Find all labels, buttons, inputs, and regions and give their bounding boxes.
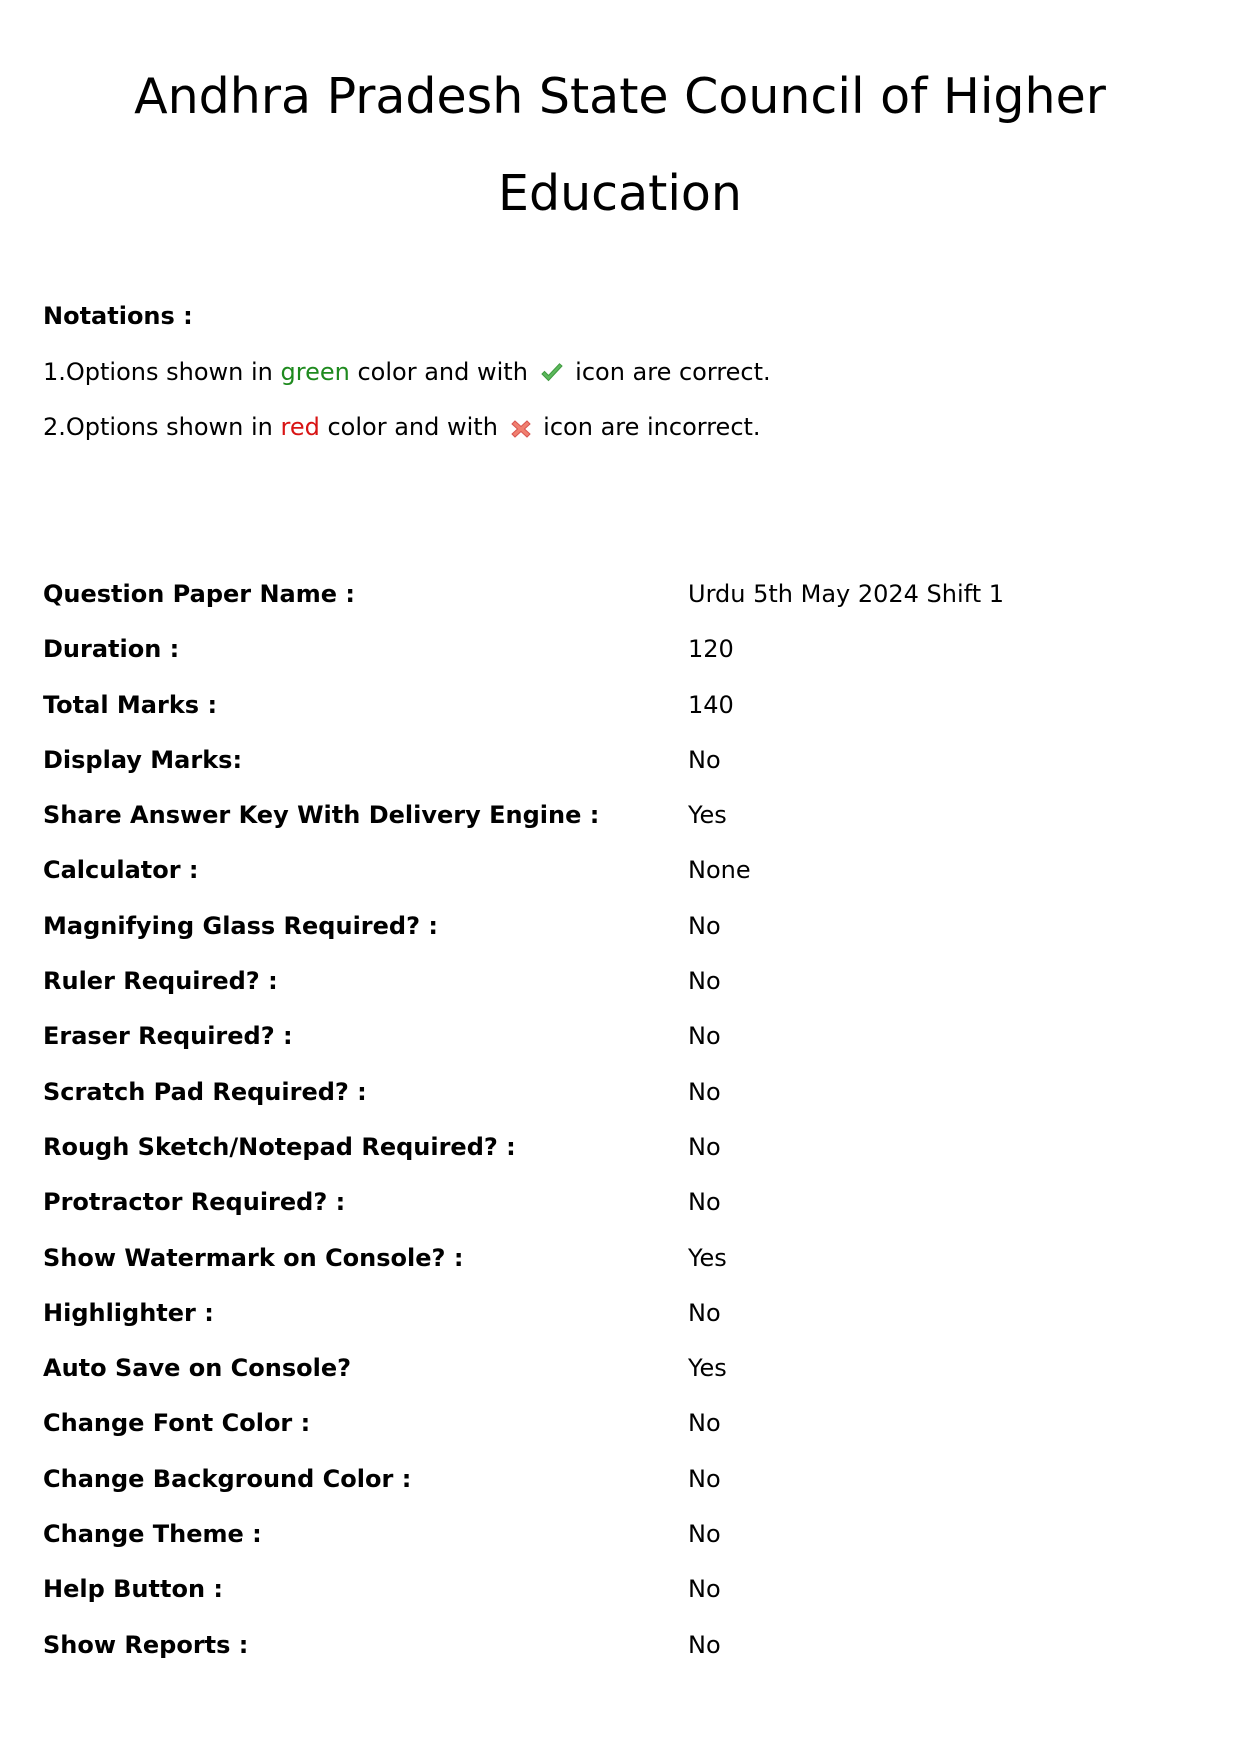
- info-label: Display Marks:: [43, 745, 243, 774]
- info-row: [43, 1078, 1193, 1133]
- title-line-2: Education: [498, 165, 742, 222]
- info-label: Question Paper Name :: [43, 580, 355, 608]
- info-value: No: [688, 1630, 721, 1659]
- info-row: [43, 1631, 1193, 1686]
- page-title: [0, 48, 1240, 242]
- notation-red-word: red: [280, 413, 320, 441]
- info-value: No: [688, 1132, 721, 1161]
- notation-incorrect: [43, 413, 761, 445]
- info-row: [43, 1188, 1193, 1243]
- info-value: Urdu 5th May 2024 Shift 1: [688, 580, 1005, 608]
- info-label: Rough Sketch/Notepad Required? :: [43, 1132, 516, 1161]
- info-row: [43, 691, 1193, 746]
- info-row: [43, 635, 1193, 690]
- info-row: [43, 1244, 1193, 1299]
- info-label: Change Theme :: [43, 1520, 262, 1549]
- notation-green-word: green: [280, 358, 350, 386]
- info-row: [43, 746, 1193, 801]
- info-value: 120: [688, 635, 734, 664]
- info-row: [43, 967, 1193, 1022]
- notations-heading: Notations :: [43, 302, 193, 330]
- info-label: Change Font Color :: [43, 1409, 311, 1438]
- info-value: None: [688, 856, 751, 885]
- info-label: Highlighter :: [43, 1298, 214, 1327]
- info-label: Eraser Required? :: [43, 1022, 293, 1051]
- info-row: [43, 912, 1193, 967]
- info-label: Protractor Required? :: [43, 1188, 346, 1217]
- info-row: [43, 580, 1193, 635]
- info-value: No: [688, 1298, 721, 1327]
- info-row: [43, 856, 1193, 911]
- title-line-1: Andhra Pradesh State Council of Higher: [134, 68, 1106, 125]
- paper-info-table: [43, 580, 1193, 1686]
- info-label: Help Button :: [43, 1575, 223, 1604]
- notation-correct: [43, 358, 771, 390]
- info-row: [43, 1354, 1193, 1409]
- info-value: 140: [688, 690, 734, 719]
- info-label: Change Background Color :: [43, 1464, 412, 1493]
- info-row: [43, 801, 1193, 856]
- info-value: No: [688, 1077, 721, 1106]
- notation-correct-prefix: 1.Options shown in: [43, 358, 281, 386]
- info-value: Yes: [688, 1354, 727, 1383]
- info-value: Yes: [688, 801, 727, 830]
- info-label: Duration :: [43, 635, 180, 664]
- info-value: No: [688, 1188, 721, 1217]
- notation-incorrect-middle: color and with: [319, 413, 506, 441]
- info-row: [43, 1022, 1193, 1077]
- info-label: Calculator :: [43, 856, 199, 885]
- info-label: Scratch Pad Required? :: [43, 1077, 367, 1106]
- info-value: No: [688, 745, 721, 774]
- info-value: No: [688, 1520, 721, 1549]
- info-value: Yes: [688, 1243, 727, 1272]
- info-value: No: [688, 1022, 721, 1051]
- info-row: [43, 1520, 1193, 1575]
- info-label: Show Watermark on Console? :: [43, 1243, 464, 1272]
- cross-icon: [510, 417, 532, 445]
- check-icon: [540, 362, 564, 390]
- notation-incorrect-prefix: 2.Options shown in: [43, 413, 281, 441]
- info-label: Auto Save on Console?: [43, 1354, 352, 1383]
- info-row: [43, 1575, 1193, 1630]
- info-label: Share Answer Key With Delivery Engine :: [43, 801, 600, 830]
- info-label: Show Reports :: [43, 1630, 249, 1659]
- notation-incorrect-suffix: icon are incorrect.: [535, 413, 761, 441]
- info-row: [43, 1465, 1193, 1520]
- notation-correct-suffix: icon are correct.: [567, 358, 771, 386]
- info-value: No: [688, 1464, 721, 1493]
- info-label: Ruler Required? :: [43, 967, 278, 996]
- info-value: No: [688, 967, 721, 996]
- notation-correct-middle: color and with: [349, 358, 536, 386]
- info-row: [43, 1409, 1193, 1464]
- info-value: No: [688, 1409, 721, 1438]
- info-row: [43, 1299, 1193, 1354]
- info-row: [43, 1133, 1193, 1188]
- info-value: No: [688, 1575, 721, 1604]
- info-label: Magnifying Glass Required? :: [43, 911, 438, 940]
- info-label: Total Marks :: [43, 690, 218, 719]
- info-value: No: [688, 911, 721, 940]
